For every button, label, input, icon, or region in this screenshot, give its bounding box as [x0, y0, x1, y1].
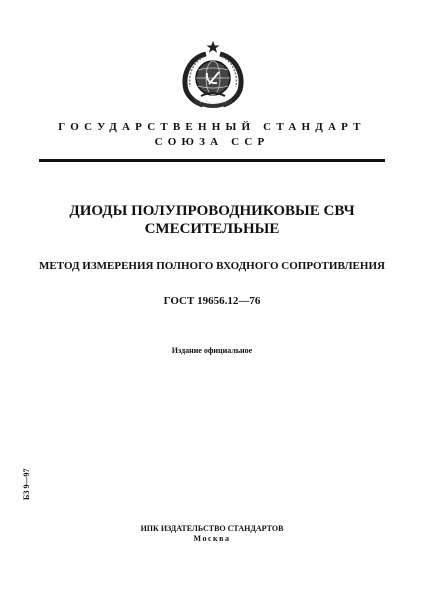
standard-designation: ГОСТ 19656.12—76 [163, 295, 261, 307]
document-title [20, 202, 404, 238]
document-title-line1: ДИОДЫ ПОЛУПРОВОДНИКОВЫЕ СВЧ [69, 203, 355, 219]
side-code: БЗ 9—97 [22, 468, 31, 500]
document-subtitle: МЕТОД ИЗМЕРЕНИЯ ПОЛНОГО ВХОДНОГО СОПРОТИВЛЕНИЯ [39, 260, 385, 272]
edition-note: Издание официальное [171, 346, 253, 355]
publisher-name: ИПК ИЗДАТЕЛЬСТВО СТАНДАРТОВ [140, 524, 284, 533]
header-divider [39, 159, 385, 162]
publisher-city: Москва [193, 534, 231, 543]
standard-header-line1: ГОСУДАРСТВЕННЫЙ СТАНДАРТ [58, 121, 366, 133]
standard-header-line2: СОЮЗА ССР [154, 136, 270, 148]
ussr-state-emblem-icon [176, 40, 250, 110]
document-title-line2: СМЕСИТЕЛЬНЫЕ [144, 221, 280, 237]
